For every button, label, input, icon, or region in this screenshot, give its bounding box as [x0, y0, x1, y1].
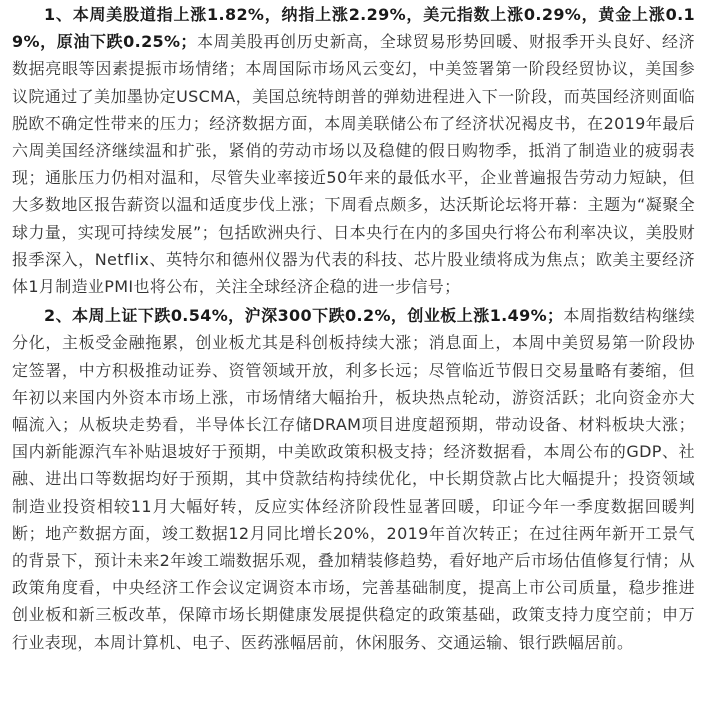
paragraph-heading: 2、本周上证下跌0.54%，沪深300下跌0.2%，创业板上涨1.49%；	[44, 306, 564, 326]
paragraph-text: 本周指数结构继续分化，主板受金融拖累，创业板尤其是科创板持续大涨；消息面上，本周中美贸易第一阶段协定签署，中方积极推动证券、资管领域开放，利多长远；尽管临近节假日交易量略有萎缩，但年初以来国内外资本市场上涨，市场情绪大幅抬升，板块热点轮动，游资活跃；北向资金亦大幅流入；从板块走势看，半导体长江存储DRAM项目进度超预期，带动设备、材料板块大涨；国内新能源汽车补贴退坡好于预期，中美欧政策积极支持；经济数据看，本周公布的GDP、社融、进出口等数据均好于预期，其中贷款结构持续优化，中长期贷款占比大幅提升；投资领域制造业投资相较11月大幅好转，反应实体经济阶段性显著回暖，印证今年一季度数据回暖判断；地产数据方面，竣工数据12月同比增长20%，2019年首次转正；在过往两年新开工景气的背景下，预计未来2年竣工端数据乐观，叠加精装修趋势，看好地产后市场估值修复行情；从政策角度看，中央经济工作会议定调资本市场，完善基础制度，提高上市公司质量，稳步推进创业板和新三板改革，保障市场长期健康发展提供稳定的政策基础，政策支持力度空前；申万行业表现，本周计算机、电子、医药涨幅居前，休闲服务、交通运输、银行跌幅居前。	[12, 306, 695, 652]
paragraph-us-markets	[12, 1, 695, 300]
paragraph-heading: 1、本周美股道指上涨1.82%，纳指上涨2.29%，美元指数上涨0.29%，黄金上涨0.19%，原油下跌0.25%；	[12, 5, 695, 52]
paragraph-china-markets	[12, 302, 695, 656]
paragraph-text: 本周美股再创历史新高，全球贸易形势回暖、财报季开头良好、经济数据亮眼等因素提振市场情绪；本周国际市场风云变幻，中美签署第一阶段经贸协议，美国参议院通过了美加墨协定USCMA，美国总统特朗普的弹劾进程进入下一阶段，而英国经济则面临脱欧不确定性带来的压力；经济数据方面，本周美联储公布了经济状况褐皮书，在2019年最后六周美国经济继续温和扩张，紧俏的劳动市场以及稳健的假日购物季，抵消了制造业的疲弱表现；通胀压力仍相对温和，尽管失业率接近50年来的最低水平，企业普遍报告劳动力短缺，但大多数地区报告薪资以温和适度步伐上涨；下周看点颇多，达沃斯论坛将开幕：主题为“凝聚全球力量，实现可持续发展”；包括欧洲央行、日本央行在内的多国央行将公布利率决议，美股财报季深入，Netflix、英特尔和德州仪器为代表的科技、芯片股业绩将成为焦点；欧美主要经济体1月制造业PMI也将公布，关注全球经济企稳的进一步信号；	[12, 32, 695, 297]
